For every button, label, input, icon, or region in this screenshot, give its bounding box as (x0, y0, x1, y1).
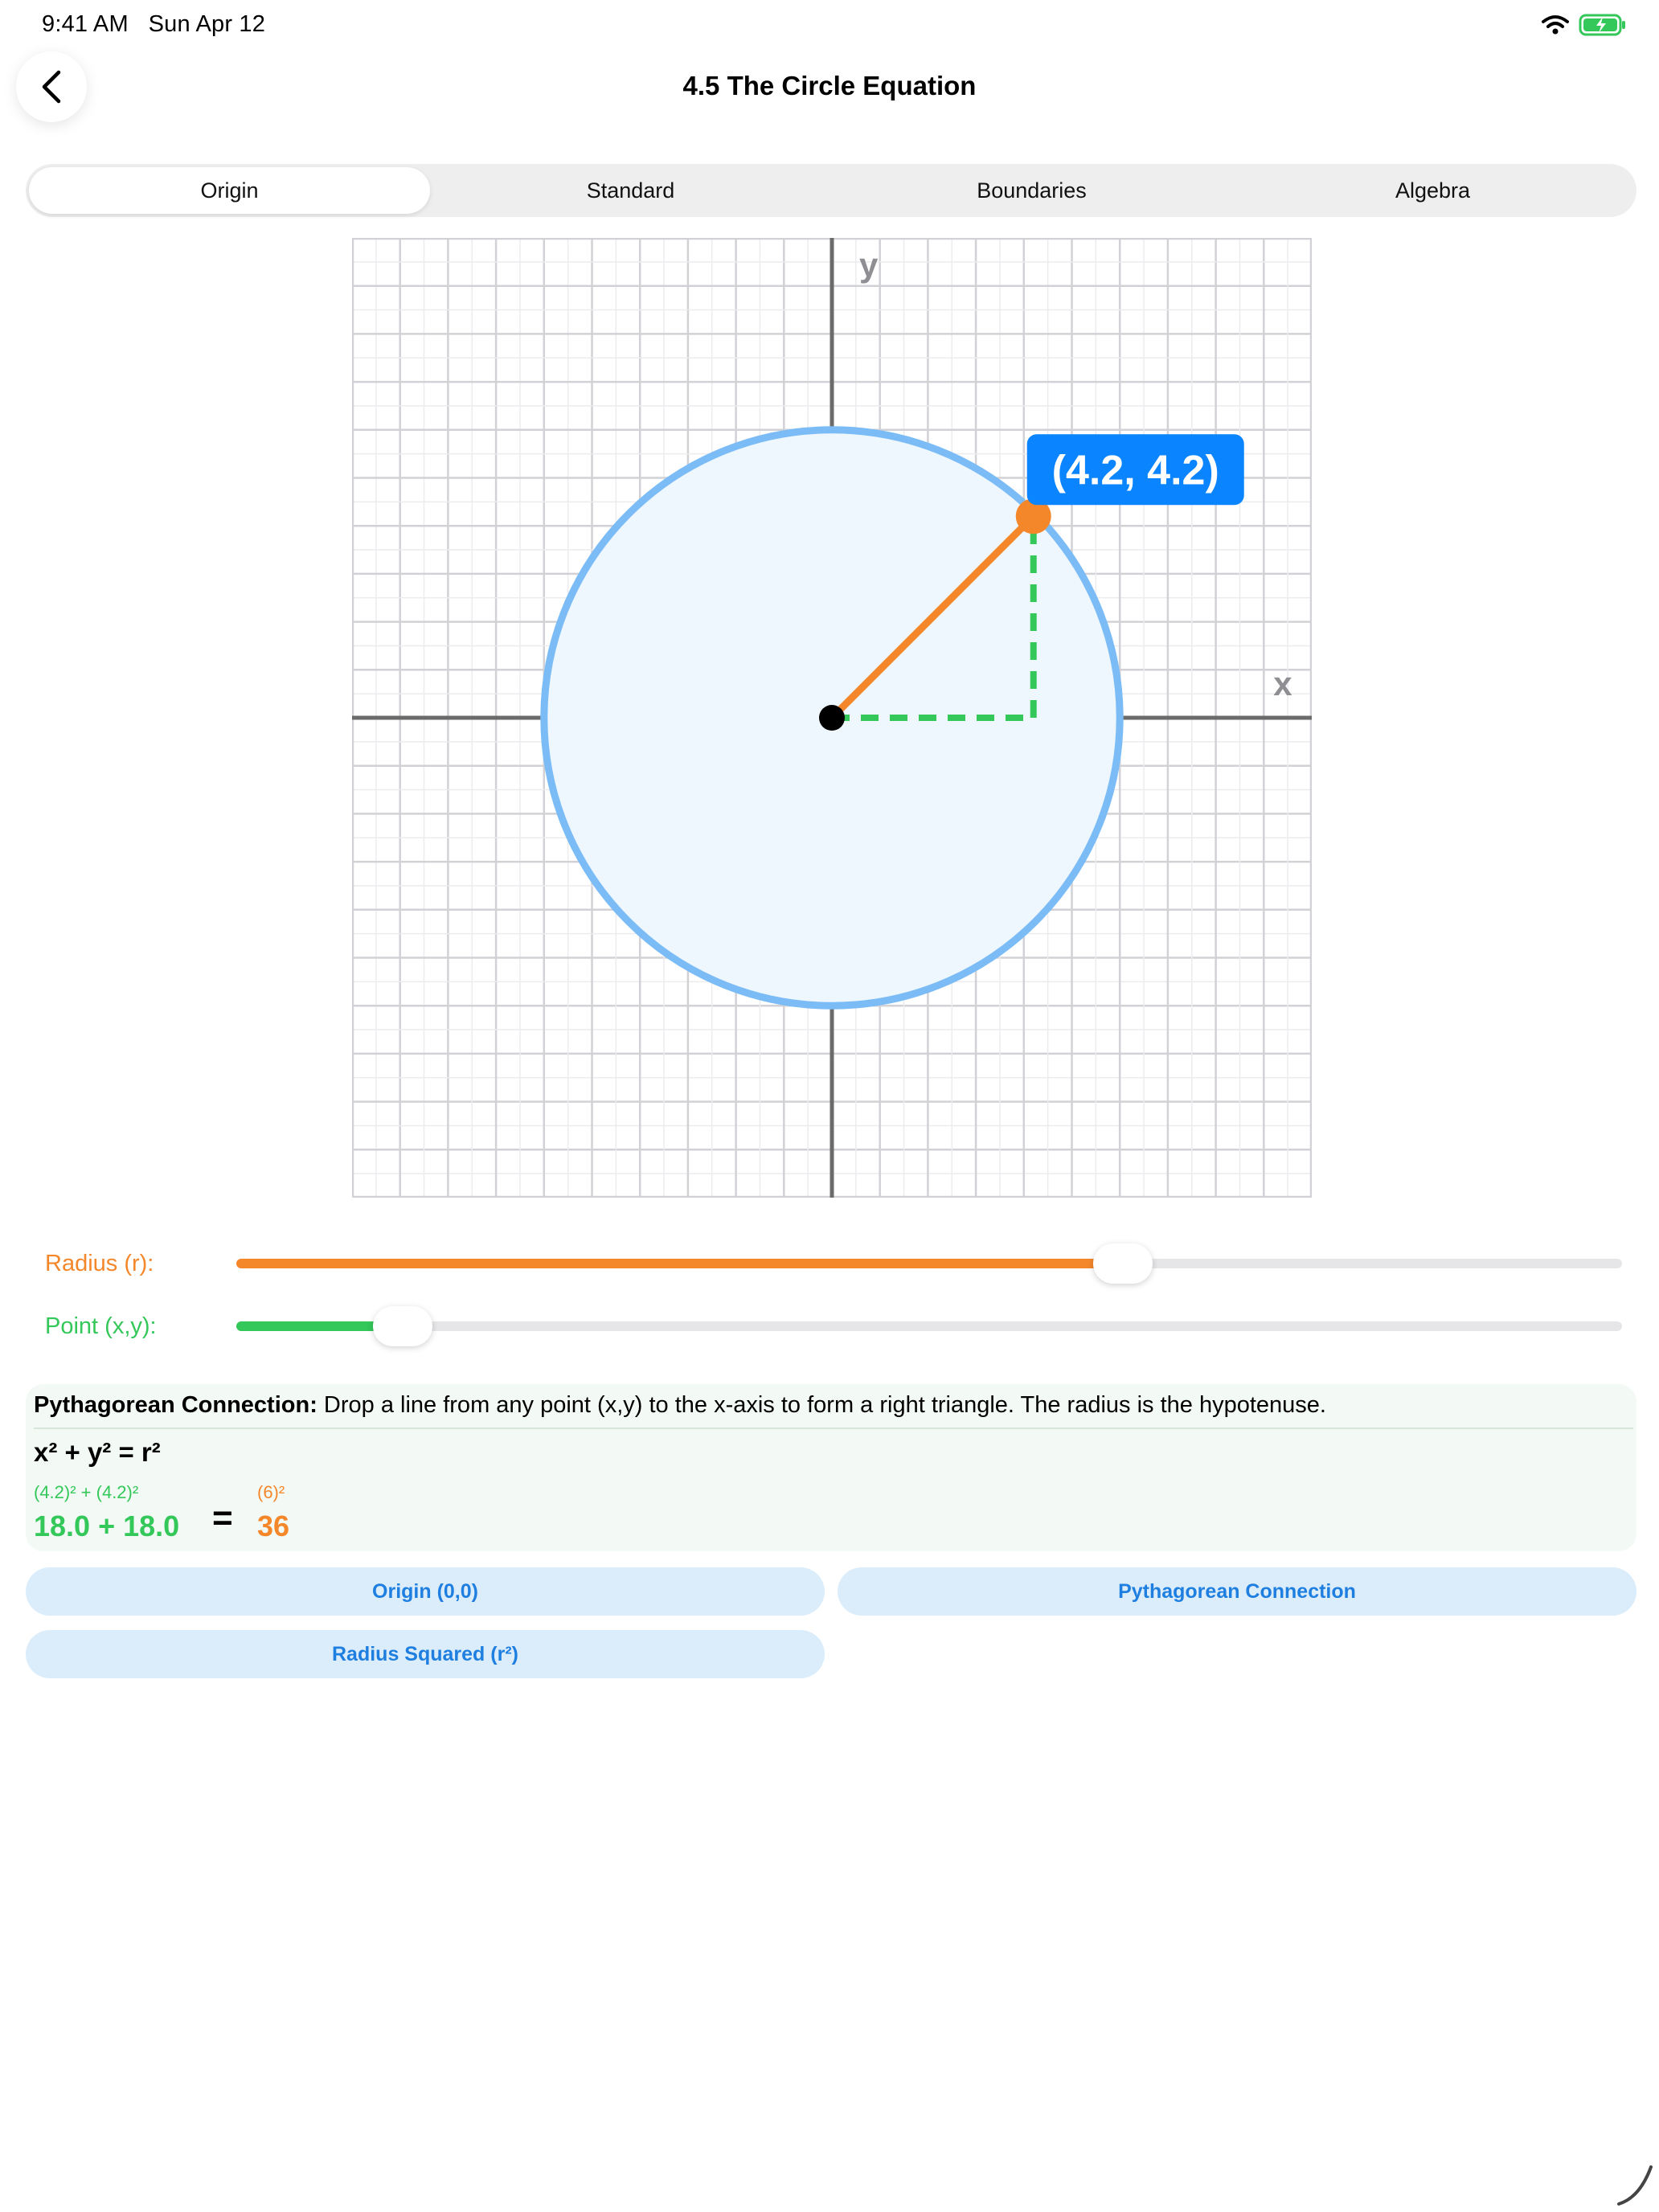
point-slider-label: Point (x,y): (45, 1313, 157, 1339)
tab-origin[interactable]: Origin (29, 167, 430, 214)
status-date: Sun Apr 12 (148, 11, 266, 37)
x-axis-label: x (1273, 665, 1292, 703)
circle-graph[interactable] (352, 238, 1312, 1198)
info-heading: Pythagorean Connection: (34, 1392, 317, 1418)
page-title: 4.5 The Circle Equation (682, 71, 977, 100)
origin-button[interactable]: Origin (0,0) (26, 1567, 825, 1616)
rhs-expression: (6)² (257, 1482, 285, 1502)
point-slider-thumb[interactable] (373, 1306, 432, 1346)
circle-formula: x² + y² = r² (34, 1437, 161, 1467)
info-divider (34, 1428, 1633, 1429)
tab-boundaries[interactable]: Boundaries (977, 178, 1087, 203)
radius-slider-fill (236, 1259, 1123, 1268)
origin-point (819, 705, 845, 731)
info-description: Drop a line from any point (x,y) to the x-axis to form a right triangle. The radius is the hypotenuse. (323, 1392, 1326, 1418)
rhs-value: 36 (257, 1509, 290, 1542)
battery-charging-icon (1579, 13, 1627, 37)
lhs-expression: (4.2)² + (4.2)² (34, 1482, 139, 1502)
status-bar-time (42, 11, 265, 38)
tab-algebra[interactable]: Algebra (1395, 178, 1471, 203)
wifi-icon (1542, 14, 1569, 35)
radius-slider[interactable] (236, 1259, 1622, 1268)
scribble-mark-icon (1616, 2162, 1656, 2207)
radius-slider-thumb[interactable] (1093, 1243, 1153, 1284)
radius-squared-button[interactable]: Radius Squared (r²) (26, 1630, 825, 1678)
pythagorean-connection-button[interactable]: Pythagorean Connection (838, 1567, 1636, 1616)
tab-standard[interactable]: Standard (586, 178, 675, 203)
lhs-value: 18.0 + 18.0 (34, 1509, 180, 1542)
radius-slider-label: Radius (r): (45, 1251, 154, 1276)
info-text (34, 1392, 1326, 1419)
status-time: 9:41 AM (42, 11, 129, 37)
equals-sign: = (212, 1498, 233, 1538)
point-slider[interactable] (236, 1321, 1622, 1331)
tab-bar (26, 164, 1636, 217)
status-bar-icons (1542, 13, 1627, 37)
y-axis-label: y (859, 245, 879, 284)
point-coordinate-label: (4.2, 4.2) (1051, 447, 1219, 494)
